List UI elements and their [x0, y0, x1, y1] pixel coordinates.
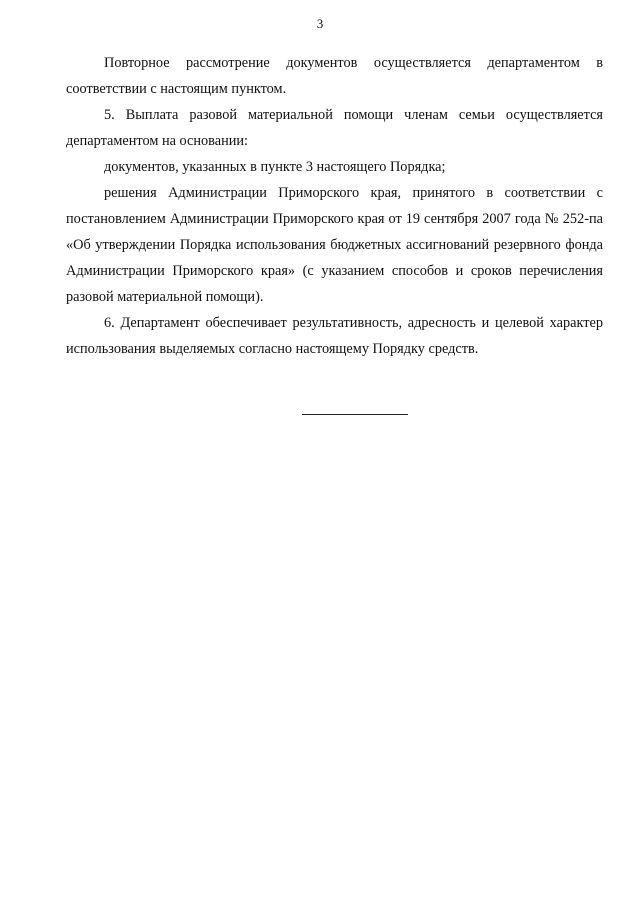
paragraph-item-5: 5. Выплата разовой материальной помощи членам семьи осуществляется департаментом на основании:	[66, 107, 603, 149]
page-number: 3	[316, 16, 324, 31]
paragraph-documents: документов, указанных в пункте 3 настоящего Порядка;	[104, 159, 446, 175]
paragraph-item-6: 6. Департамент обеспечивает результативность, адресность и целевой характер использования выделяемых согласно настоящему Порядку средств.	[66, 315, 603, 357]
paragraph-reconsideration: Повторное рассмотрение документов осуществляется департаментом в соответствии с настоящим пунктом.	[66, 55, 603, 97]
document-body	[66, 50, 603, 362]
paragraph-administration-decision: решения Администрации Приморского края, принятого в соответствии с постановлением Администрации Приморского края от 19 сентября 2007 года № 252-па «Об утверждении Порядка использования бюджетных ассигнований резервного фонда Администрации Приморского края» (с указанием способов и сроков перечисления разовой материальной помощи).	[66, 185, 603, 305]
end-separator-line	[302, 414, 408, 415]
